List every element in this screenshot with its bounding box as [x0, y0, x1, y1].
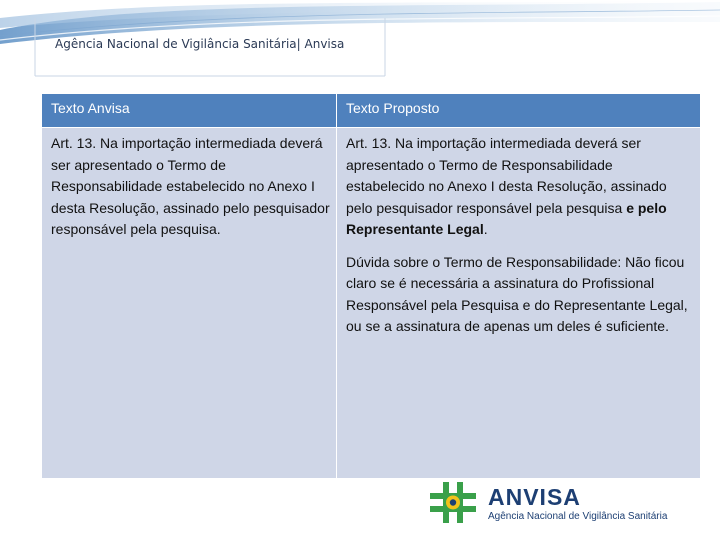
anvisa-logo: [428, 480, 698, 525]
proposed-article-highlight: e pelo Representante Legal: [346, 199, 667, 237]
anvisa-article-text: Art. 13. Na importação intermediada deverá ser apresentado o Termo de Responsabilidade estabelecido no Anexo I desta Resolução, assinado pelo pesquisador responsável pela pesquisa.: [51, 135, 330, 237]
cell-anvisa-text: [42, 128, 336, 478]
logo-wordmark: ANVISA: [488, 484, 581, 510]
table-header-anvisa: Texto Anvisa: [42, 94, 336, 127]
proposed-article-end: .: [483, 221, 488, 237]
table-header-proposed: Texto Proposto: [337, 94, 700, 127]
proposed-article-text: [346, 133, 694, 241]
proposed-note: Dúvida sobre o Termo de Responsabilidade: Não ficou claro se é necessária a assinatura do Profissional Responsável pela Pesquisa e do Representante Legal, ou se a assinatura de apenas um deles é suficiente.: [346, 253, 688, 334]
logo-subtitle: Agência Nacional de Vigilância Sanitária: [488, 511, 668, 522]
cell-proposed-text: [337, 128, 700, 478]
comparison-table: [42, 94, 700, 478]
proposed-article-main: Art. 13. Na importação intermediada deverá ser apresentado o Termo de Responsabilidade estabelecido no Anexo I desta Resolução, assinado pelo pesquisador responsável pela pesquisa: [346, 135, 667, 216]
header-title: Agência Nacional de Vigilância Sanitária| Anvisa: [55, 37, 345, 51]
anvisa-emblem-icon: [428, 480, 478, 525]
